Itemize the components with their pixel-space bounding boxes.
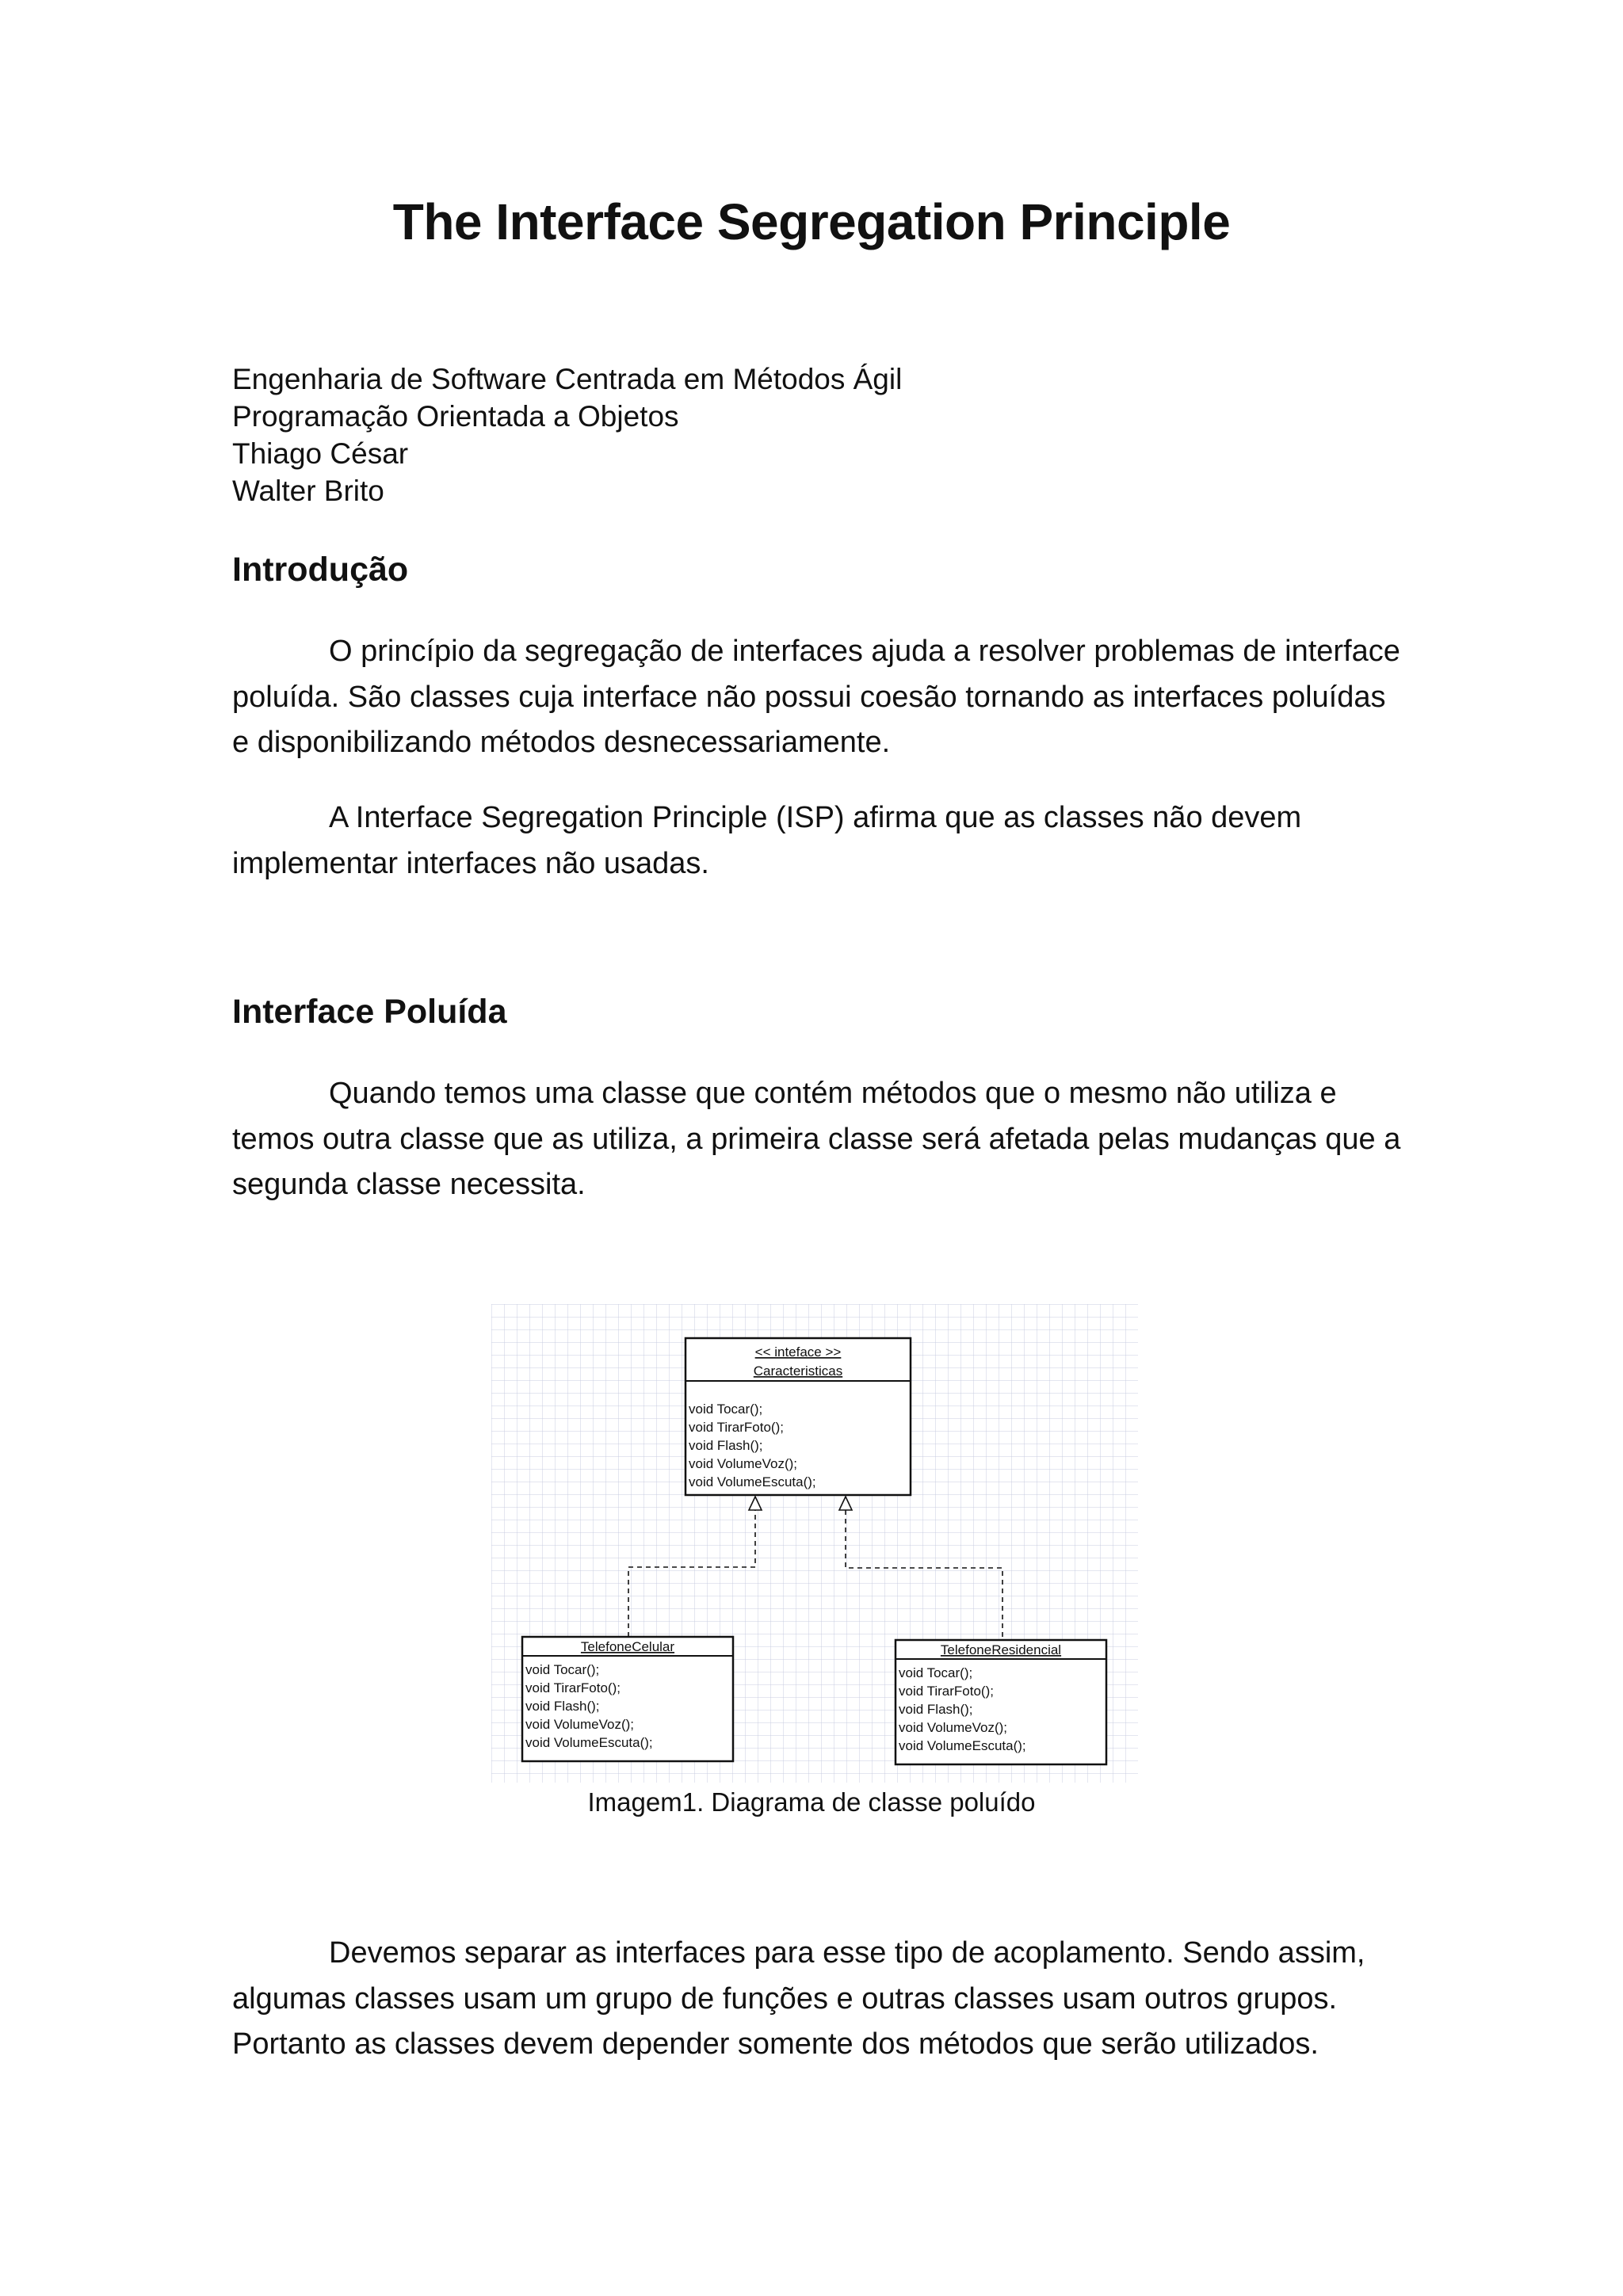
class-method: void Tocar(); xyxy=(525,1662,600,1677)
paragraph: O princípio da segregação de interfaces ajuda a resolver problemas de interface poluída. São classes cuja interface não possui coesão tornando as interfaces poluídas e disponibilizando métodos desnecessariamente. xyxy=(232,635,1400,759)
interface-name: Caracteristicas xyxy=(753,1363,843,1379)
class-method: void Flash(); xyxy=(525,1699,600,1714)
uml-class-telefoneresidencial xyxy=(896,1640,1106,1764)
meta-author: Walter Brito xyxy=(232,475,384,507)
class-method: void VolumeEscuta(); xyxy=(899,1738,1026,1753)
section-heading-introducao: Introdução xyxy=(232,551,409,589)
uml-class-telefonecelular xyxy=(522,1637,733,1761)
paragraph: Devemos separar as interfaces para esse tipo de acoplamento. Sendo assim, algumas classes usam um grupo de funções e outras classes usam outros grupos. Portanto as classes devem depender somente dos métodos que serão utilizados. xyxy=(232,1936,1365,2061)
paragraph: Quando temos uma classe que contém métodos que o mesmo não utiliza e temos outra classe que as utiliza, a primeira classe será afetada pelas mudanças que a segunda classe necessita. xyxy=(232,1077,1401,1201)
class-method: void TirarFoto(); xyxy=(899,1684,994,1699)
document-meta xyxy=(232,360,902,509)
paragraph: A Interface Segregation Principle (ISP) afirma que as classes não devem implementar interfaces não usadas. xyxy=(232,801,1302,880)
interface-method: void TirarFoto(); xyxy=(689,1420,784,1435)
page-title: The Interface Segregation Principle xyxy=(392,193,1231,250)
class-diagram xyxy=(491,1304,1138,1783)
class-method: void TirarFoto(); xyxy=(525,1680,621,1695)
class-method: void VolumeVoz(); xyxy=(525,1717,635,1732)
class-name: TelefoneResidencial xyxy=(940,1642,1062,1657)
class-method: void VolumeVoz(); xyxy=(899,1720,1008,1735)
meta-subject: Programação Orientada a Objetos xyxy=(232,400,679,433)
meta-course: Engenharia de Software Centrada em Métodos Ágil xyxy=(232,363,903,395)
class-method: void VolumeEscuta(); xyxy=(525,1735,653,1750)
class-method: void Flash(); xyxy=(899,1702,973,1717)
section-heading-interface-poluida: Interface Poluída xyxy=(232,993,507,1031)
interface-method: void VolumeVoz(); xyxy=(689,1456,798,1471)
interface-stereotype: << inteface >> xyxy=(754,1344,842,1360)
class-diagram-figure xyxy=(491,1304,1138,1783)
uml-interface-caracteristicas xyxy=(685,1338,911,1495)
interface-method: void VolumeEscuta(); xyxy=(689,1474,816,1489)
class-method: void Tocar(); xyxy=(899,1665,973,1680)
meta-author: Thiago César xyxy=(232,437,409,470)
class-name: TelefoneCelular xyxy=(580,1639,675,1654)
interface-method: void Tocar(); xyxy=(689,1402,763,1417)
interface-method: void Flash(); xyxy=(689,1438,763,1453)
figure-caption: Imagem1. Diagrama de classe poluído xyxy=(587,1787,1036,1817)
